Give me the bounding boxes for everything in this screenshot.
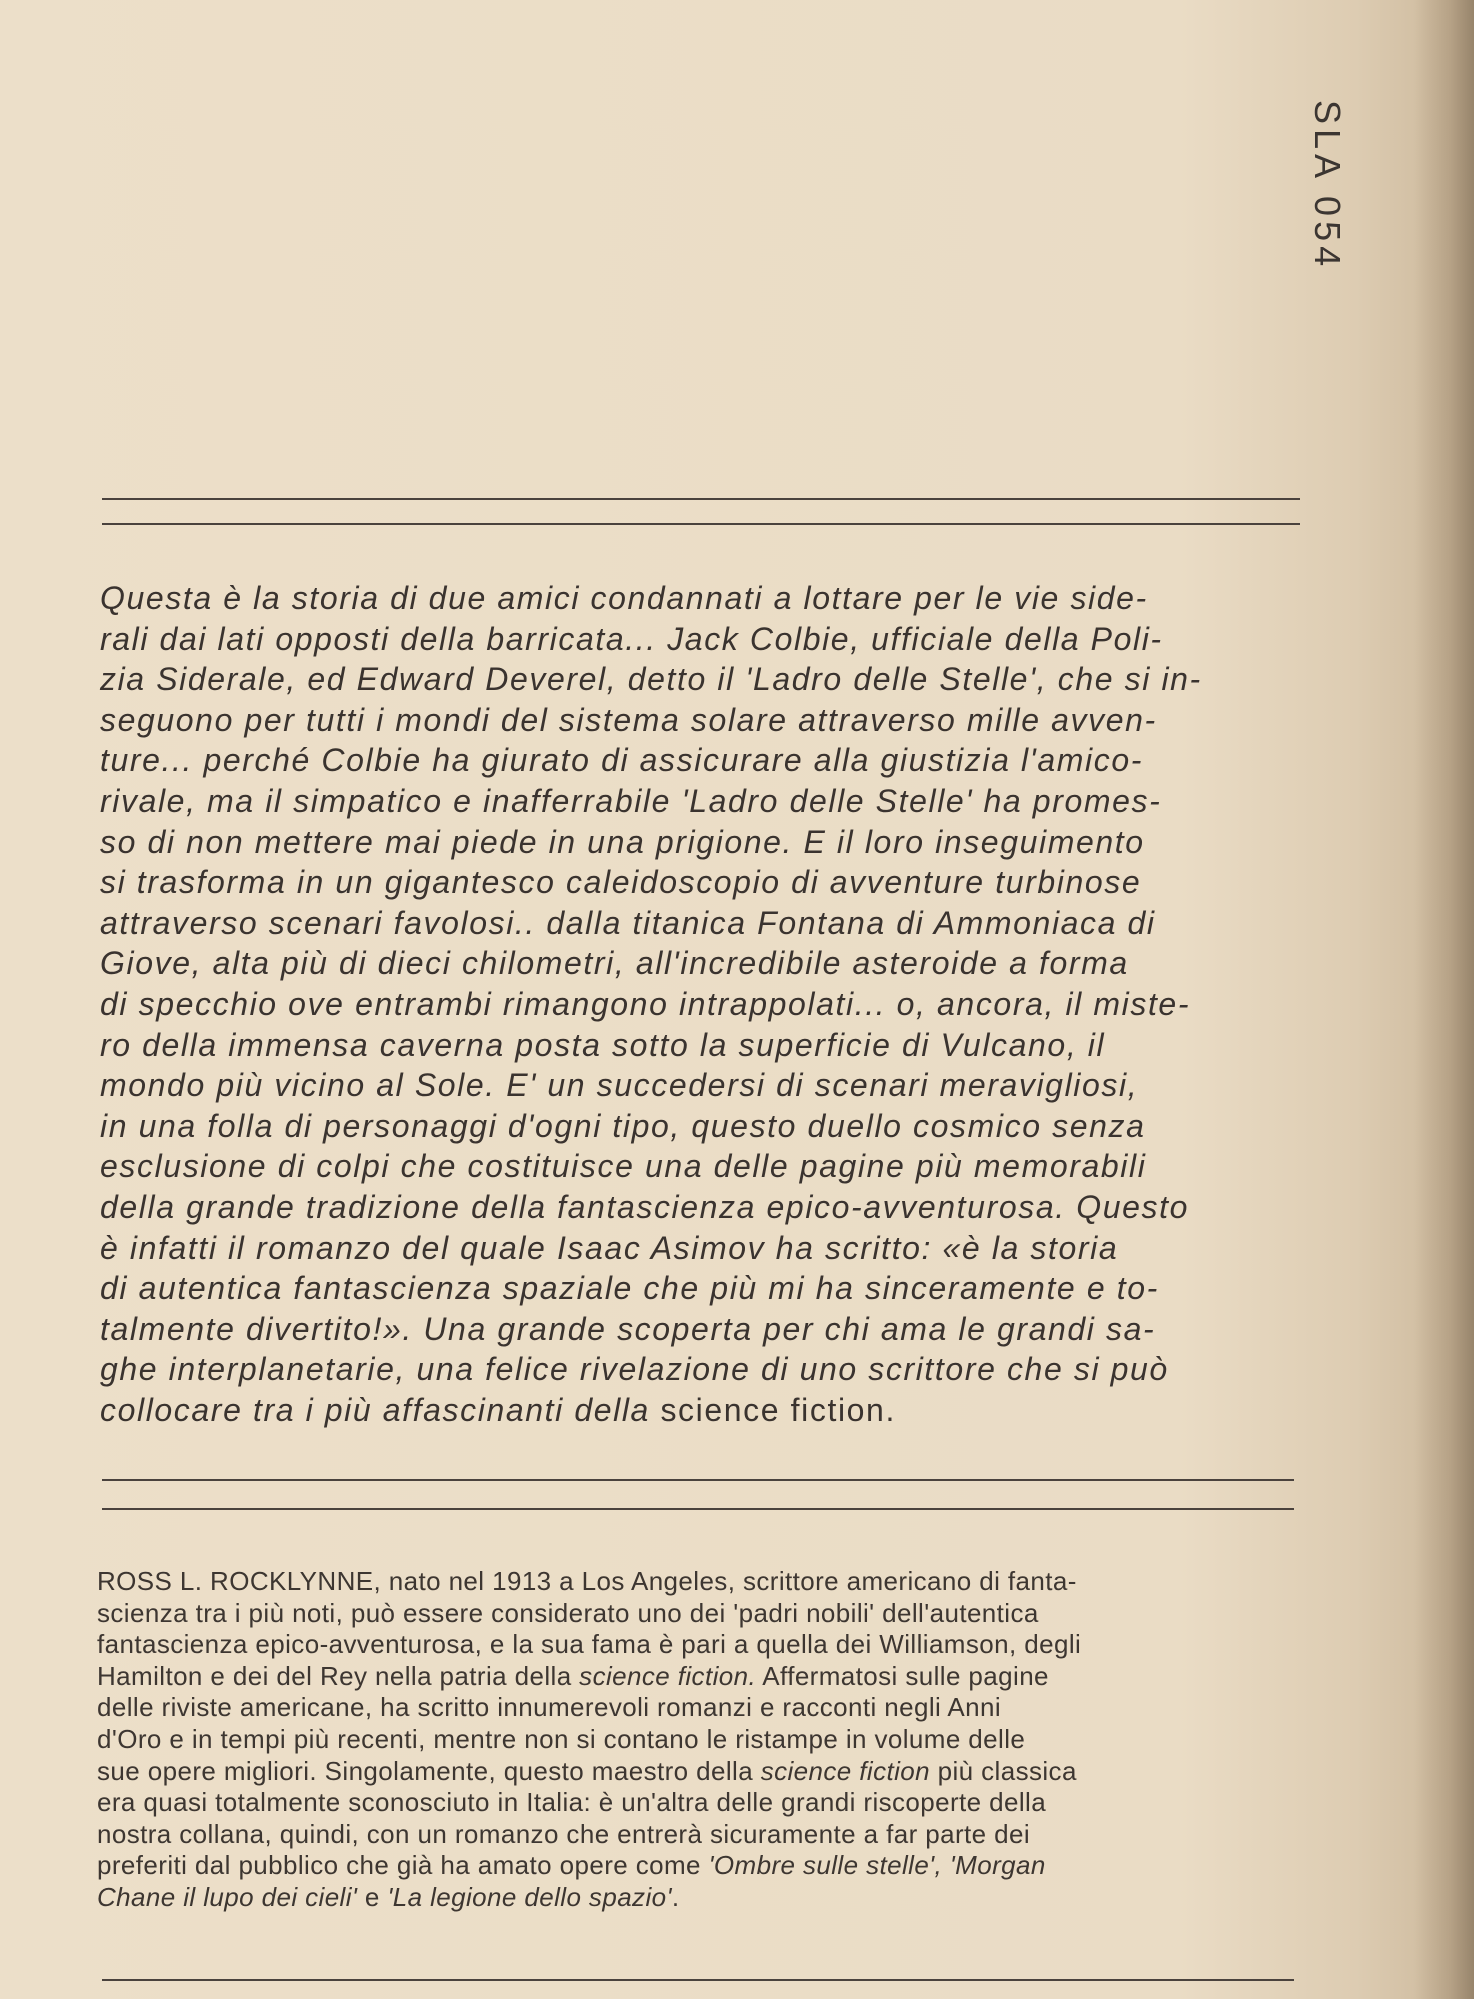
bio-line: d'Oro e in tempi più recenti, mentre non si contano le ristampe in volume delle	[97, 1723, 1026, 1754]
blurb-line: seguono per tutti i mondi del sistema solare attraverso mille avven-	[100, 701, 1157, 738]
bio-text: e	[357, 1881, 388, 1912]
blurb-line: zia Siderale, ed Edward Deverel, detto il 'Ladro delle Stelle', che si in-	[100, 661, 1202, 698]
blurb-line: mondo più vicino al Sole. E' un succedersi di scenari meravigliosi,	[100, 1067, 1139, 1104]
blurb-last-upright: science fiction.	[649, 1391, 896, 1428]
blurb-line: attraverso scenari favolosi.. dalla titanica Fontana di Ammoniaca di	[100, 904, 1156, 941]
blurb-line: Questa è la storia di due amici condannati a lottare per le vie side-	[100, 580, 1148, 616]
blurb-line: in una folla di personaggi d'ogni tipo, questo duello cosmico senza	[100, 1107, 1146, 1144]
blurb-line: si trasforma in un gigantesco caleidoscopio di avventure turbinose	[100, 864, 1142, 901]
blurb-line: esclusione di colpi che costituisce una delle pagine più memorabili	[100, 1148, 1147, 1185]
author-bio	[97, 1566, 1307, 1914]
synopsis-blurb	[100, 578, 1300, 1430]
blurb-last-italic: collocare tra i più affascinanti della	[100, 1391, 650, 1428]
bio-line: nostra collana, quindi, con un romanzo che entrerà sicuramente a far parte dei	[97, 1818, 1031, 1849]
blurb-last-line	[100, 1390, 1300, 1431]
bio-line	[97, 1661, 1307, 1693]
bio-line: scienza tra i più noti, può essere considerato uno dei 'padri nobili' dell'autentica	[97, 1597, 1039, 1628]
divider-top-1	[102, 498, 1300, 500]
bio-line: fantascienza epico-avventurosa, e la sua fama è pari a quella dei Williamson, degli	[97, 1629, 1082, 1660]
bio-text: Affermatosi sulle pagine	[756, 1660, 1049, 1691]
bio-line: era quasi totalmente sconosciuto in Italia: è un'altra delle grandi riscoperte della	[97, 1787, 1047, 1818]
spine-shadow	[1414, 0, 1474, 1999]
bio-line: ROSS L. ROCKLYNNE, nato nel 1913 a Los Angeles, scrittore americano di fanta-	[97, 1566, 1077, 1596]
catalog-code: SLA 054	[1307, 100, 1348, 272]
blurb-line: della grande tradizione della fantascienza epico-avventurosa. Questo	[100, 1188, 1189, 1225]
bio-text: Hamilton e dei del Rey nella patria della	[97, 1660, 580, 1691]
bio-line: delle riviste americane, ha scritto innumerevoli romanzi e racconti negli Anni	[97, 1692, 1002, 1723]
bio-italic: science fiction.	[579, 1660, 757, 1691]
blurb-line: ro della immensa caverna posta sotto la superficie di Vulcano, il	[100, 1026, 1106, 1063]
bio-italic: 'Ombre sulle stelle', 'Morgan	[708, 1850, 1046, 1881]
blurb-line: rali dai lati opposti della barricata... Jack Colbie, ufficiale della Poli-	[100, 620, 1163, 657]
blurb-line: so di non mettere mai piede in una prigione. E il loro inseguimento	[100, 823, 1145, 860]
blurb-line: ghe interplanetarie, una felice rivelazione di uno scrittore che si può	[100, 1351, 1169, 1388]
blurb-line: di specchio ove entrambi rimangono intrappolati... o, ancora, il miste-	[100, 985, 1191, 1022]
blurb-line: rivale, ma il simpatico e inafferrabile 'Ladro delle Stelle' ha promes-	[100, 782, 1162, 819]
blurb-line: talmente divertito!». Una grande scoperta per chi ama le grandi sa-	[100, 1310, 1156, 1347]
bio-italic: science fiction	[760, 1755, 930, 1786]
bio-text: sue opere migliori. Singolamente, questo maestro della	[97, 1755, 761, 1786]
divider-bottom	[102, 1979, 1294, 1981]
divider-mid-1	[102, 1479, 1294, 1481]
blurb-line: ture... perché Colbie ha giurato di assicurare alla giustizia l'amico-	[100, 742, 1143, 779]
bio-text: più classica	[930, 1755, 1077, 1786]
bio-line	[97, 1882, 1307, 1914]
bio-italic: Chane il lupo dei cieli'	[97, 1881, 358, 1912]
bio-text: .	[671, 1881, 680, 1912]
divider-top-2	[102, 523, 1300, 525]
bio-italic: 'La legione dello spazio'	[387, 1881, 672, 1912]
blurb-line: di autentica fantascienza spaziale che più mi ha sinceramente e to-	[100, 1270, 1159, 1307]
bio-line	[97, 1756, 1307, 1788]
blurb-line: Giove, alta più di dieci chilometri, all'incredibile asteroide a forma	[100, 945, 1129, 982]
blurb-line: è infatti il romanzo del quale Isaac Asimov ha scritto: «è la storia	[100, 1229, 1119, 1266]
bio-line	[97, 1850, 1307, 1882]
bio-text: preferiti dal pubblico che già ha amato opere come	[97, 1850, 709, 1881]
divider-mid-2	[102, 1508, 1294, 1510]
